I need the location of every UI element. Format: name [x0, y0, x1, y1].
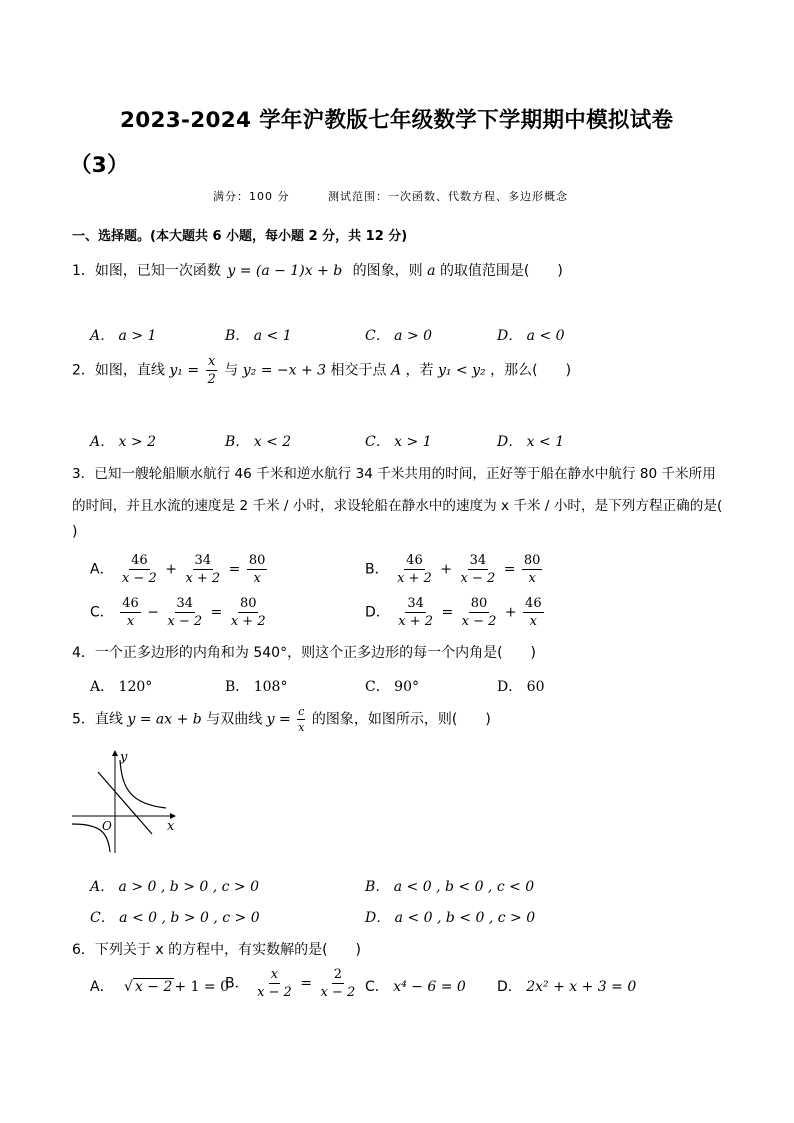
q5-graph	[70, 748, 180, 858]
q5-option-c[interactable]: C． a < 0 , b > 0 , c > 0	[90, 910, 260, 926]
question-2-stem	[72, 355, 571, 386]
q6-option-a[interactable]: A． √ x − 2 + 1 = 0	[90, 979, 230, 995]
sqrt-sign: √	[124, 979, 133, 995]
q1-var: a	[427, 263, 436, 279]
q2-text-b: 与	[224, 362, 239, 379]
q4-option-c[interactable]: C． 90°	[365, 679, 419, 695]
exam-title-line2: （3）	[70, 153, 129, 178]
q6-option-b[interactable]: B． $\frac{x}{x - 2}$ = $\frac{2}{x - 2}$	[225, 967, 356, 1000]
q2-point: A	[390, 362, 402, 379]
q2-y1: y₁ =	[169, 362, 200, 379]
q2-text-a: 2．如图，直线	[72, 362, 165, 379]
q5-option-b[interactable]: B． a < 0 , b < 0 , c < 0	[365, 879, 535, 895]
question-1-stem	[72, 260, 563, 280]
q3-option-b[interactable]: B． $\frac{46}{x + 2}$ + $\frac{34}{x - 2}$ = $\frac{80}{x}$	[365, 553, 541, 586]
question-5-stem: 5．直线 y = ax + b 与双曲线 y = $\frac{c}{x}$ 的图象，如图所示，则( )	[72, 705, 491, 734]
q2-condition: y₁ < y₂	[437, 362, 486, 379]
question-4-stem: 4．一个正多边形的内角和为 540°，则这个正多边形的每一个内角是( )	[72, 645, 537, 661]
test-scope: 测试范围：一次函数、代数方程、多边形概念	[328, 190, 568, 203]
q1-text-a: 1．如图，已知一次函数	[72, 263, 221, 279]
q1-option-a[interactable]: A． a > 1	[90, 328, 157, 344]
q6-option-c[interactable]: C． x⁴ − 6 = 0	[365, 979, 466, 995]
q3-option-a[interactable]: A． $\frac{46}{x - 2}$ + $\frac{34}{x + 2}$ = $\frac{80}{x}$	[90, 553, 266, 586]
exam-title-line1: 2023-2024 学年沪教版七年级数学下学期期中模拟试卷	[120, 108, 674, 133]
section-heading: 一、选择题。(本大题共 6 小题，每小题 2 分，共 12 分)	[72, 229, 408, 244]
q2-y2: y₂ = −x + 3	[242, 362, 327, 379]
y-axis-label: y	[120, 750, 128, 765]
q2-text-c: 相交于点	[330, 362, 387, 379]
q5-c-over-x: $\frac{c}{x}$	[298, 705, 305, 734]
q1-option-c[interactable]: C． a > 0	[365, 328, 433, 344]
q4-option-d[interactable]: D． 60	[497, 679, 545, 695]
q2-x-over-2: $\frac{x}{2}$	[207, 354, 216, 387]
q2-option-b[interactable]: B． x < 2	[225, 434, 292, 450]
q2-option-c[interactable]: C． x > 1	[365, 434, 432, 450]
q5-line-eq: y = ax + b	[127, 711, 202, 728]
q3-option-c[interactable]: C． $\frac{46}{x}$ − $\frac{34}{x - 2}$ = $\frac{80}{x + 2}$	[90, 596, 266, 629]
question-3-line2: 的时间，并且水流的速度是 2 千米 / 小时，求设轮船在静水中的速度为 x 千米 / 小时，是下列方程正确的是(	[72, 498, 723, 514]
q1-text-c: 的取值范围是( )	[439, 263, 563, 279]
q2-text-d: ，若	[405, 362, 434, 379]
q4-option-a[interactable]: A． 120°	[90, 679, 153, 695]
question-6-stem: 6．下列关于 x 的方程中，有实数解的是( )	[72, 942, 362, 958]
question-3-line3: )	[72, 524, 78, 540]
q1-option-d[interactable]: D． a < 0	[497, 328, 565, 344]
q1-option-b[interactable]: B． a < 1	[225, 328, 292, 344]
q5-option-a[interactable]: A． a > 0 , b > 0 , c > 0	[90, 879, 260, 895]
question-3-line1: 3．已知一艘轮船顺水航行 46 千米和逆水航行 34 千米共用的时间，正好等于船在静水中航行 80 千米所用	[72, 466, 716, 482]
origin-label: O	[102, 819, 112, 833]
q4-option-b[interactable]: B． 108°	[225, 679, 288, 695]
q2-option-d[interactable]: D． x < 1	[497, 434, 565, 450]
q2-text-e: ，那么( )	[490, 362, 572, 379]
q5-option-d[interactable]: D． a < 0 , b < 0 , c > 0	[365, 910, 536, 926]
q5-hyperbola-upper	[120, 760, 166, 808]
q1-text-b: 的图象，则	[352, 263, 423, 279]
y-axis-arrow	[112, 750, 118, 756]
x-axis-label: x	[167, 819, 175, 834]
q3-option-d[interactable]: D． $\frac{34}{x + 2}$ = $\frac{80}{x - 2}$ + $\frac{46}{x}$	[365, 596, 542, 629]
q2-option-a[interactable]: A． x > 2	[90, 434, 156, 450]
q6-option-d[interactable]: D． 2x² + x + 3 = 0	[497, 979, 637, 995]
q1-function: y = (a − 1)x + b	[227, 263, 343, 279]
full-score: 满分：100 分	[213, 190, 290, 203]
